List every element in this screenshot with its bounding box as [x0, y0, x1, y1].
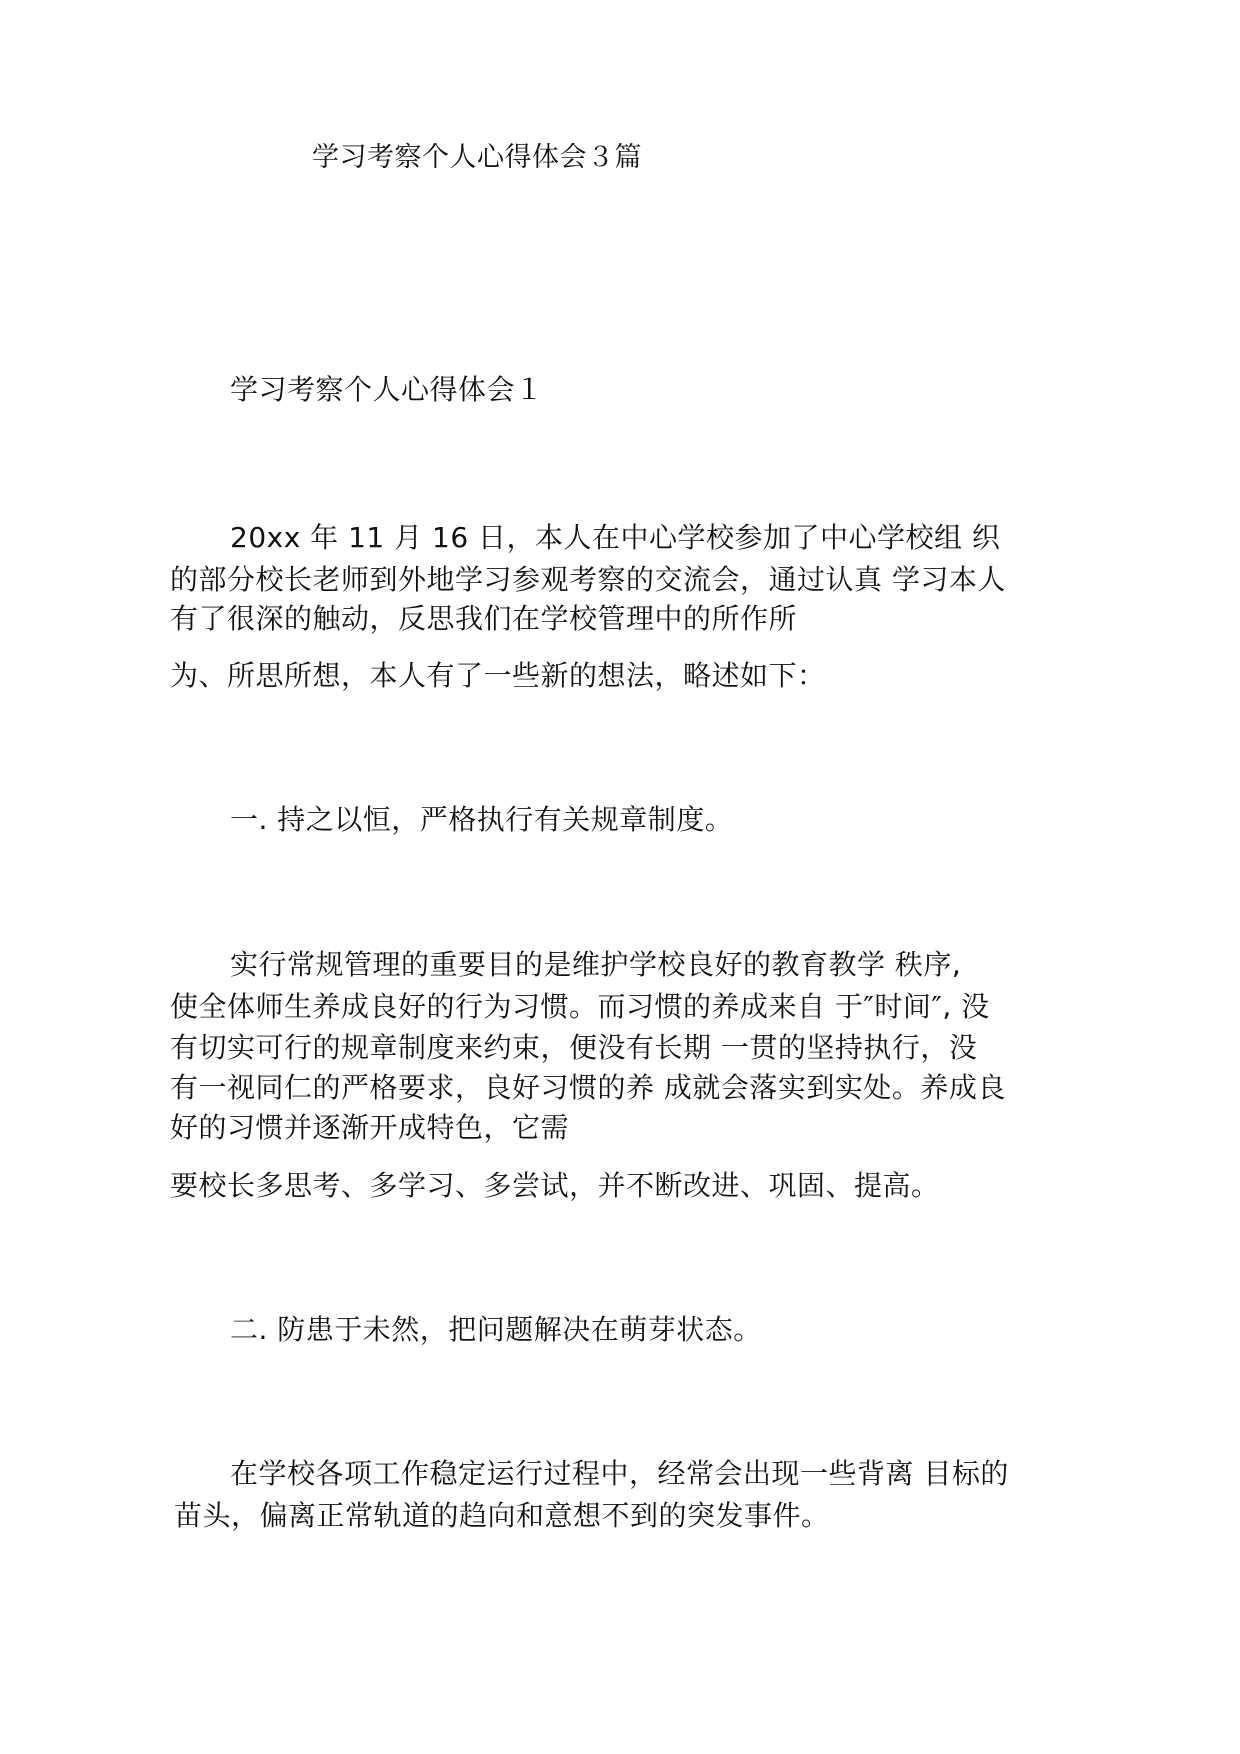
section-title: 学习考察个人心得体会１	[230, 373, 544, 406]
paragraph-line: 的部分校长老师到外地学习参观考察的交流会，通过认真 学习本人	[170, 563, 1006, 596]
paragraph-line: 为、所思所想，本人有了一些新的想法，略述如下：	[170, 659, 826, 692]
paragraph-line: 使全体师生养成良好的行为习惯。而习惯的养成来自 于″时间″, 没	[170, 990, 990, 1023]
paragraph-line: 有了很深的触动，反思我们在学校管理中的所作所	[170, 602, 798, 635]
paragraph-line: 有切实可行的规章制度来约束，便没有长期 一贯的坚持执行，没	[170, 1031, 978, 1064]
paragraph-line: 有一视同仁的严格要求，良好习惯的养 成就会落实到实处。养成良	[170, 1071, 1006, 1104]
section-heading: 一. 持之以恒，严格执行有关规章制度。	[230, 803, 734, 836]
section-heading: 二. 防患于未然，把问题解决在萌芽状态。	[230, 1313, 762, 1346]
paragraph-line: 要校长多思考、多学习、多尝试，并不断改进、巩固、提高。	[170, 1169, 940, 1202]
document-title: 学习考察个人心得体会３篇	[312, 142, 642, 173]
paragraph-line: 20xx 年 11 月 16 日，本人在中心学校参加了中心学校组 织	[230, 521, 1001, 554]
paragraph-line: 实行常规管理的重要目的是维护学校良好的教育教学 秩序,	[230, 948, 962, 981]
paragraph-line: 好的习惯并逐渐开成特色，它需	[170, 1111, 570, 1144]
paragraph-line: 苗头，偏离正常轨道的趋向和意想不到的突发事件。	[174, 1499, 830, 1532]
paragraph-line: 在学校各项工作稳定运行过程中，经常会出现一些背离 目标的	[230, 1457, 1009, 1490]
